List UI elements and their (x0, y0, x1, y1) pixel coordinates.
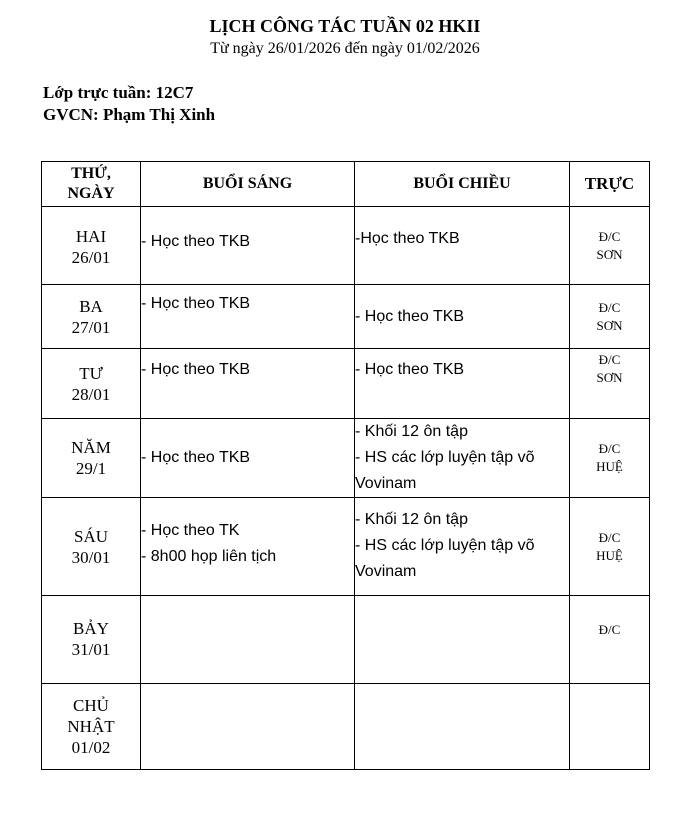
afternoon-item: Vovinam (355, 563, 417, 580)
column-header-day (42, 162, 141, 207)
afternoon-item: - HS các lớp luyện tập võ (355, 537, 535, 554)
morning-cell (141, 285, 355, 349)
afternoon-item: Vovinam (355, 475, 417, 492)
day-date: 29/1 (75, 459, 107, 478)
day-date: 31/01 (71, 640, 111, 659)
duty-cell (570, 498, 650, 596)
column-header-day-line: NGÀY (67, 185, 115, 202)
day-date: 30/01 (71, 547, 111, 567)
afternoon-cell (355, 349, 570, 419)
table-row (42, 419, 650, 498)
column-header-afternoon: BUỔI CHIỀU (355, 162, 570, 207)
duty-cell (570, 596, 650, 684)
morning-cell (141, 349, 355, 419)
day-date: 27/01 (71, 317, 111, 337)
day-cell (42, 285, 141, 349)
afternoon-item: - HS các lớp luyện tập võ (355, 449, 535, 466)
day-date: 01/02 (71, 738, 111, 757)
morning-item: - Học theo TKB (141, 295, 251, 312)
class-on-duty: Lớp trực tuần: 12C7 (43, 83, 194, 102)
afternoon-item: - Học theo TKB (355, 361, 465, 378)
day-cell (42, 596, 141, 684)
schedule-table (41, 161, 650, 770)
morning-cell (141, 207, 355, 285)
morning-item: - Học theo TKB (141, 449, 251, 466)
day-date: 28/01 (71, 384, 111, 404)
duty-person: HUỆ (596, 547, 623, 563)
duty-cell (570, 207, 650, 285)
day-cell (42, 684, 141, 770)
day-name: SÁU (73, 526, 108, 546)
column-header-duty: TRỰC (570, 162, 650, 207)
table-row (42, 596, 650, 684)
duty-person: SƠN (596, 246, 623, 262)
afternoon-item: -Học theo TKB (355, 230, 460, 247)
morning-item: - Học theo TKB (141, 233, 251, 250)
morning-cell (141, 419, 355, 498)
duty-cell (570, 285, 650, 349)
morning-item: - Học theo TK (141, 522, 240, 539)
column-header-day-line: THỨ, (71, 165, 111, 182)
duty-person: SƠN (596, 317, 623, 333)
day-date: 26/01 (71, 248, 111, 267)
duty-label: Đ/C (598, 352, 621, 367)
column-header-morning: BUỔI SÁNG (141, 162, 355, 207)
afternoon-cell (355, 498, 570, 596)
afternoon-cell (355, 285, 570, 349)
table-row (42, 498, 650, 596)
duty-label: Đ/C (598, 299, 621, 315)
day-name: BA (79, 296, 103, 316)
morning-cell (141, 596, 355, 684)
table-row (42, 684, 650, 770)
day-name: NĂM (71, 438, 111, 457)
day-cell (42, 419, 141, 498)
day-cell (42, 498, 141, 596)
day-cell (42, 207, 141, 285)
page-title: LỊCH CÔNG TÁC TUẦN 02 HKII (209, 16, 481, 36)
duty-cell (570, 684, 650, 770)
day-cell (42, 349, 141, 419)
morning-item: - 8h00 họp liên tịch (141, 548, 277, 565)
afternoon-cell (355, 596, 570, 684)
duty-label: Đ/C (598, 441, 621, 456)
homeroom-teacher: GVCN: Phạm Thị Xinh (43, 105, 216, 124)
day-name: TƯ (79, 363, 103, 383)
table-row (42, 349, 650, 419)
duty-person: HUỆ (596, 459, 623, 474)
afternoon-cell (355, 684, 570, 770)
date-range: Từ ngày 26/01/2026 đến ngày 01/02/2026 (210, 40, 480, 57)
duty-cell (570, 419, 650, 498)
duty-label: Đ/C (598, 529, 621, 545)
afternoon-item: - Khối 12 ôn tập (355, 511, 468, 528)
duty-person: SƠN (596, 370, 623, 385)
table-row (42, 207, 650, 285)
afternoon-cell (355, 419, 570, 498)
table-row (42, 285, 650, 349)
afternoon-cell (355, 207, 570, 285)
duty-cell (570, 349, 650, 419)
day-name: NHẬT (67, 717, 115, 736)
afternoon-item: - Khối 12 ôn tập (355, 423, 468, 440)
day-name: HAI (75, 227, 107, 246)
day-name: BẢY (73, 619, 109, 638)
duty-label: Đ/C (598, 228, 621, 244)
duty-label: Đ/C (598, 622, 621, 637)
day-name: CHỦ (73, 696, 109, 715)
morning-item: - Học theo TKB (141, 361, 251, 378)
morning-cell (141, 498, 355, 596)
afternoon-item: - Học theo TKB (355, 308, 465, 325)
morning-cell (141, 684, 355, 770)
header-row (42, 162, 650, 207)
